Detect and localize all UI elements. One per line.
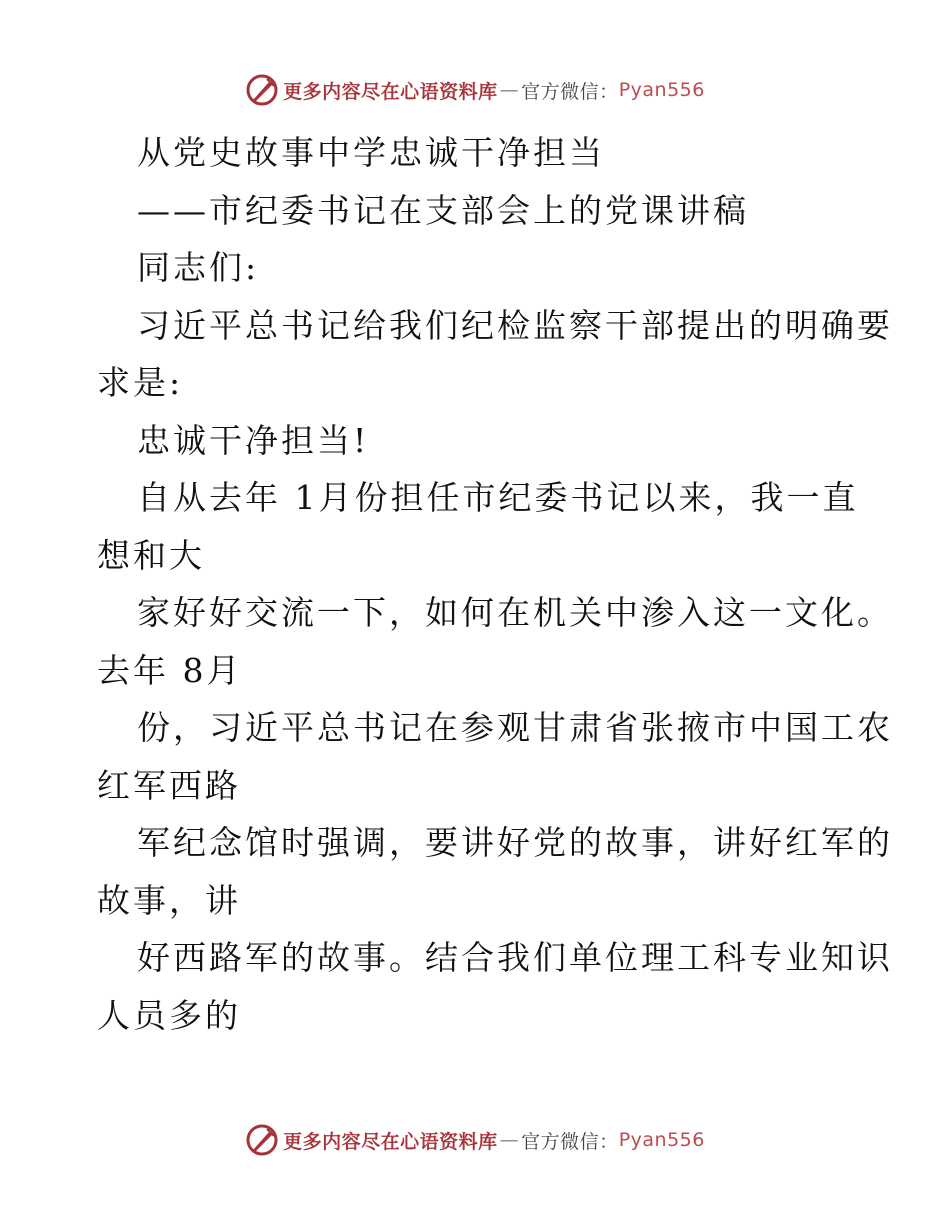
paragraph-line: 份，习近平总书记在参观甘肃省张掖市中国工农 [137, 708, 893, 747]
paragraph-line: 家好好交流一下，如何在机关中渗入这一文化。 [137, 593, 893, 632]
banner-wechat-id: Pyan556 [618, 1129, 705, 1151]
document-greeting: 同志们: [137, 248, 260, 287]
paragraph-line: 忠诚干净担当! [137, 420, 370, 460]
paragraph-line: 故事，讲 [97, 880, 241, 920]
paragraph-line: 习近平总书记给我们纪检监察干部提出的明确要 [137, 305, 893, 345]
paragraph-line: 好西路军的故事。结合我们单位理工科专业知识 [137, 938, 893, 977]
paragraph-line: 军纪念馆时强调，要讲好党的故事，讲好红军的 [137, 823, 893, 862]
banner-wechat-label: 官方微信： [521, 80, 619, 103]
banner-wechat-id: Pyan556 [618, 79, 705, 101]
banner-dash: — [499, 79, 520, 101]
document-subtitle: ——市纪委书记在支部会上的党课讲稿 [137, 190, 749, 230]
paragraph-line: 人员多的 [97, 995, 241, 1035]
paragraph-line: 求是: [97, 363, 184, 402]
banner-wechat-label: 官方微信： [521, 1130, 619, 1153]
paragraph-line: 红军西路 [97, 765, 241, 805]
banner-promo-text: 更多内容尽在心语资料库 [283, 80, 498, 103]
document-title: 从党史故事中学忠诚干净担当 [137, 133, 605, 172]
paragraph-line: 自从去年 1月份担任市纪委书记以来，我一直 [137, 478, 859, 517]
quill-pen-logo-icon [245, 73, 279, 107]
paragraph-line: 想和大 [97, 535, 205, 575]
banner-dash: — [499, 1129, 520, 1151]
paragraph-line: 去年 8月 [97, 650, 243, 690]
footer-banner [0, 1120, 950, 1160]
quill-pen-logo-icon [245, 1123, 279, 1157]
header-banner [0, 70, 950, 110]
document-body [97, 124, 893, 1044]
banner-promo-text: 更多内容尽在心语资料库 [283, 1130, 498, 1153]
